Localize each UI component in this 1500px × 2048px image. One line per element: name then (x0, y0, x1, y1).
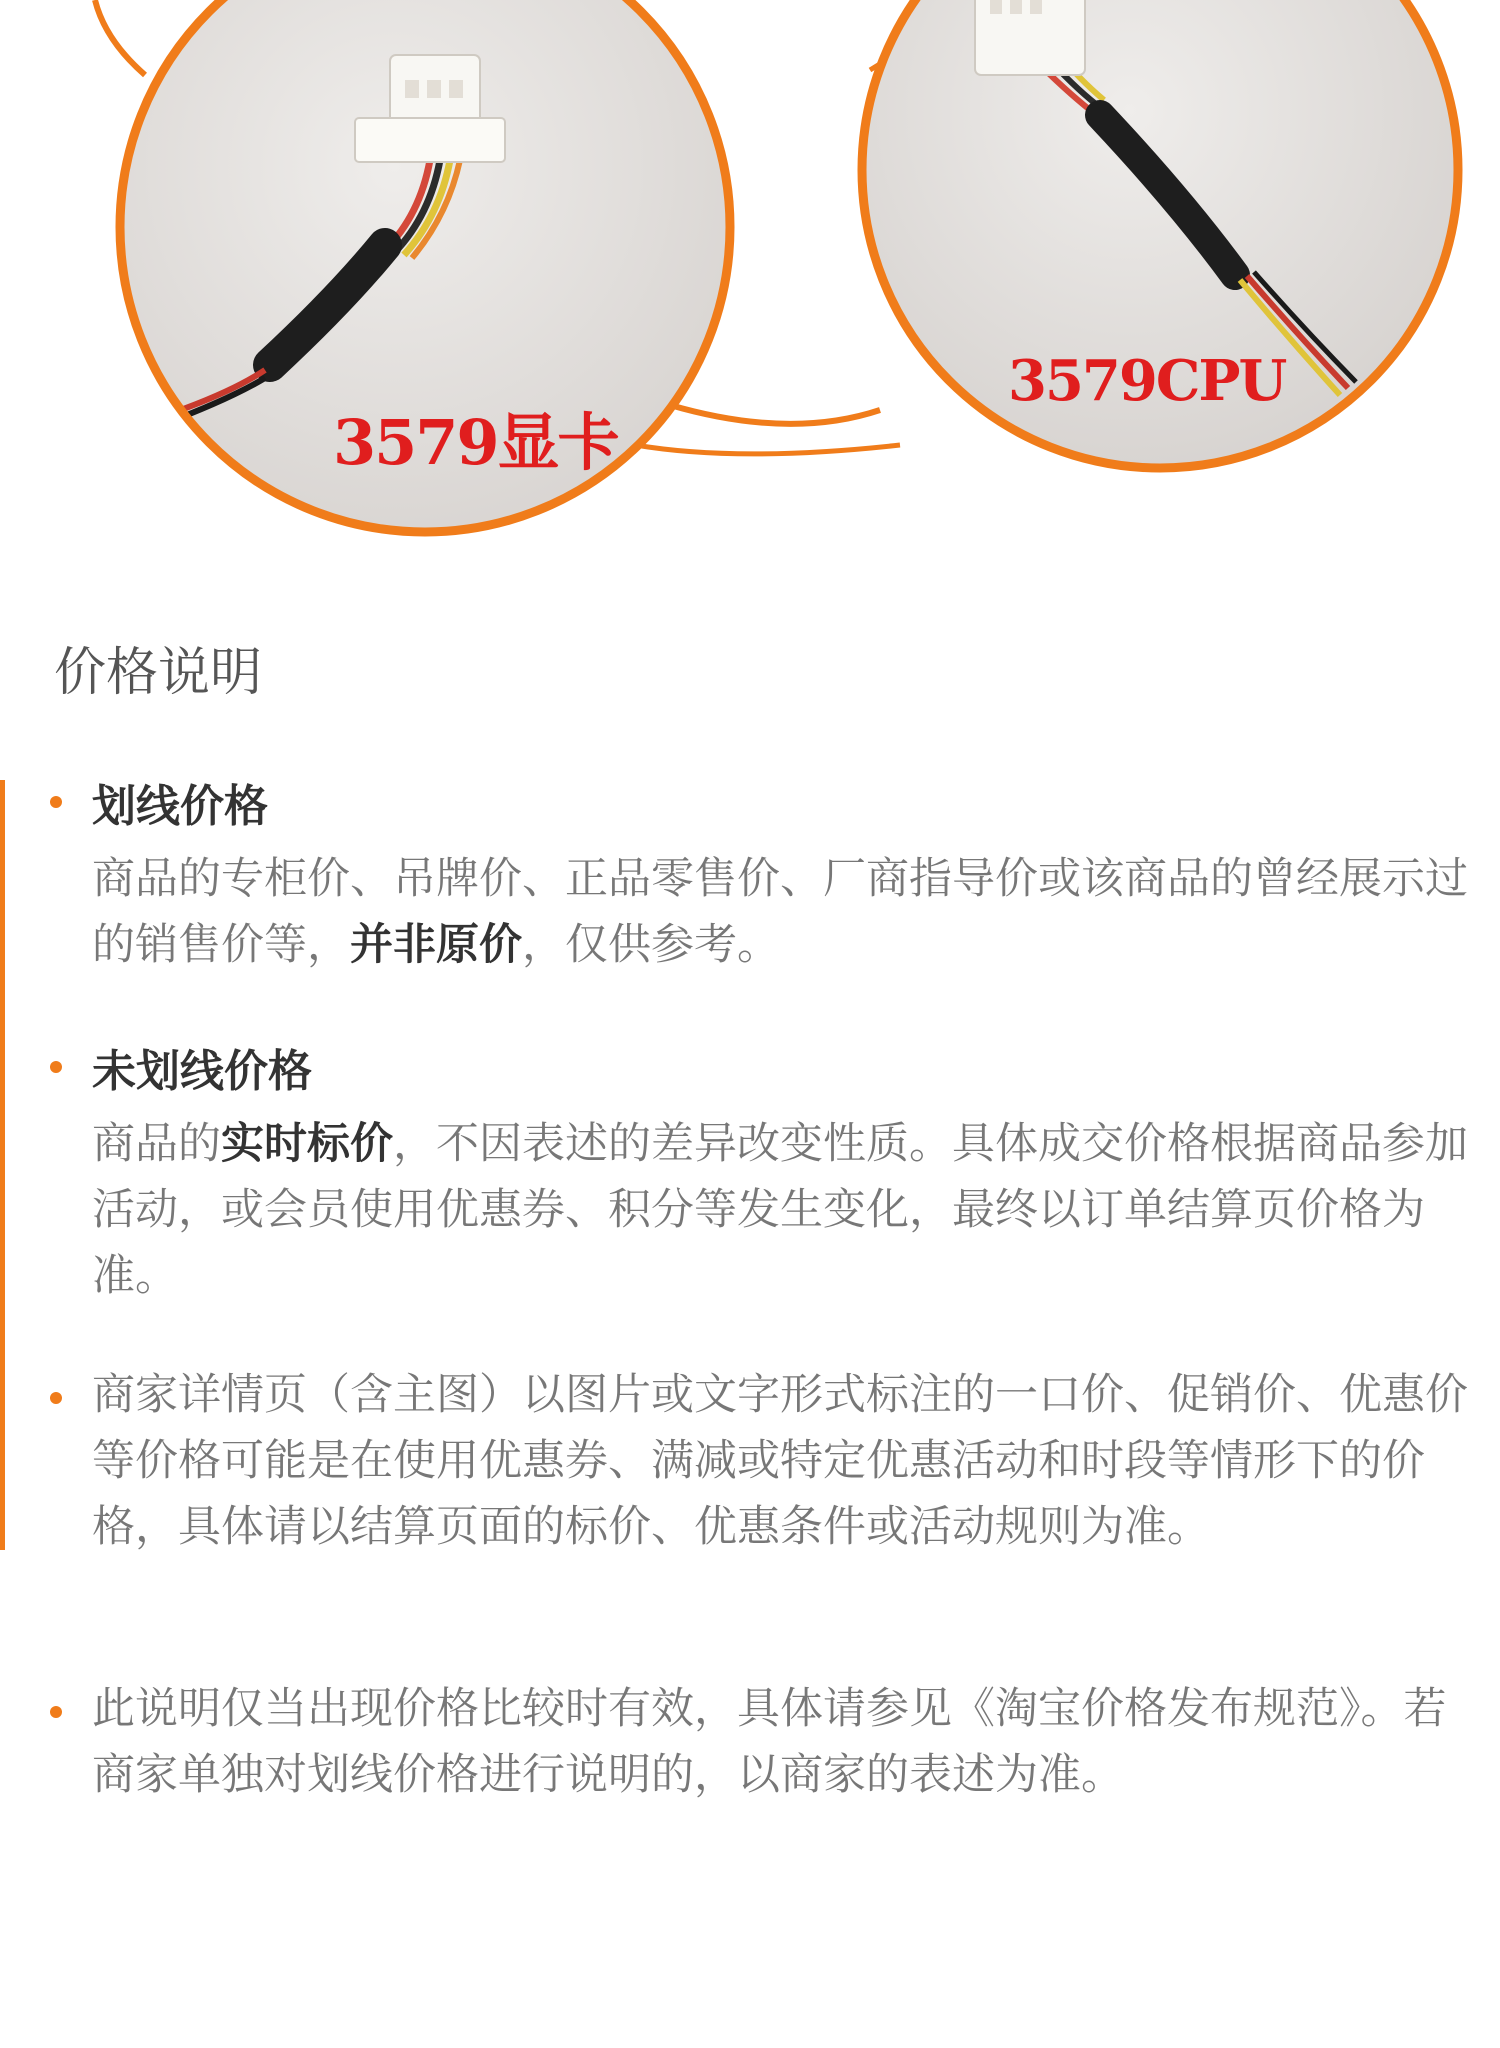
item-description: 商品的专柜价、吊牌价、正品零售价、厂商指导价或该商品的曾经展示过的销售价等，并非原价，仅供参考。 (92, 854, 1468, 970)
emphasis-text: 实时标价 (221, 1119, 393, 1169)
item-description: 商品的实时标价，不因表述的差异改变性质。具体成交价格根据商品参加活动，或会员使用优惠券、积分等发生变化，最终以订单结算页价格为准。 (92, 1119, 1468, 1301)
accent-bar (0, 780, 5, 1550)
item-heading: 未划线价格 (92, 1046, 312, 1097)
bullet-dot-icon (50, 1392, 62, 1404)
bullet-dot-icon (50, 1061, 62, 1073)
item-description: 商家详情页（含主图）以图片或文字形式标注的一口价、促销价、优惠价等价格可能是在使用优惠券、满减或特定优惠活动和时段等情形下的价格，具体请以结算页面的标价、优惠条件或活动规则为准。 (92, 1370, 1468, 1552)
emphasis-text: 并非原价 (350, 920, 522, 970)
gpu-cable-label: 3579显卡 (333, 406, 618, 479)
connector-arc-top-left (95, 0, 145, 75)
cable-photo-illustration (0, 0, 1500, 560)
price-info-title: 价格说明 (54, 643, 263, 703)
item-description: 此说明仅当出现价格比较时有效，具体请参见《淘宝价格发布规范》。若商家单独对划线价格进行说明的，以商家的表述为准。 (92, 1684, 1447, 1800)
connector-arc-middle (670, 405, 880, 424)
cpu-cable-label: 3579CPU (1008, 348, 1286, 414)
item-heading: 划线价格 (92, 781, 268, 832)
connector-arc-bottom (610, 440, 900, 454)
bullet-dot-icon (50, 1706, 62, 1718)
product-image-banner (0, 0, 1500, 560)
bullet-dot-icon (50, 796, 62, 808)
